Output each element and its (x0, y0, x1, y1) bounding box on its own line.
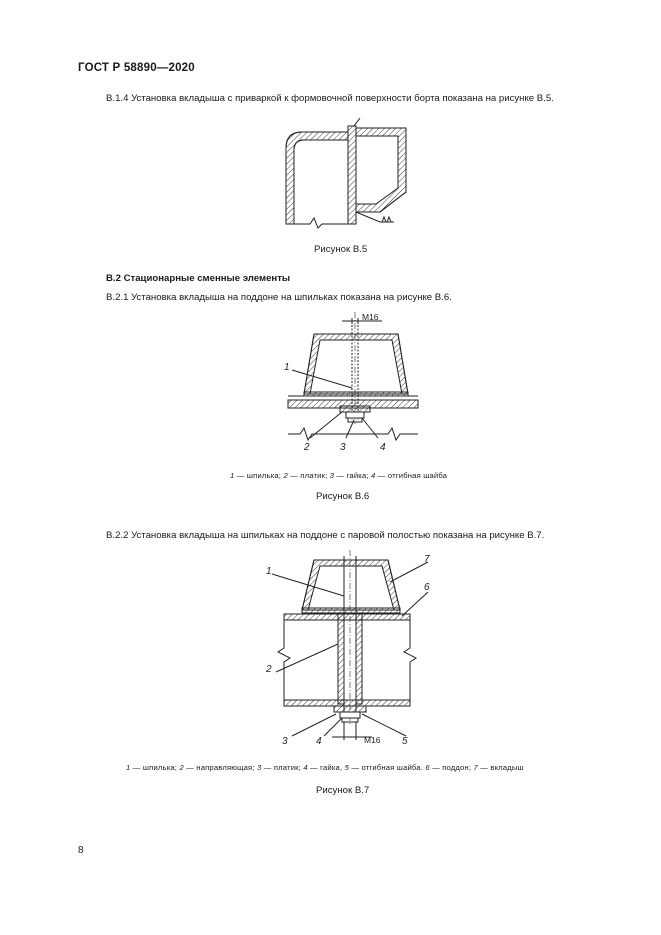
legend-entry: 4 — отгибная шайба (371, 471, 448, 480)
legend-entry: 4 — гайка, (303, 763, 345, 772)
figure-b6-callout-2: 2 (304, 442, 310, 453)
section-b-2-heading: В.2 Стационарные сменные элементы (106, 273, 291, 284)
figure-b7-callout-5: 5 (402, 736, 408, 746)
figure-b6-drawing (270, 308, 420, 464)
legend-entry: 5 — отгибная шайба. (344, 763, 426, 772)
figure-b7-callout-2: 2 (266, 664, 272, 675)
figure-b7-callout-4: 4 (316, 736, 322, 746)
legend-entry: 1 — шпилька; (230, 471, 284, 480)
document-header: ГОСТ Р 58890—2020 (78, 62, 195, 74)
figure-b7-dimension: М16 (364, 735, 381, 745)
figure-b6-callout-3: 3 (340, 442, 346, 453)
paragraph-b-2-2: В.2.2 Установка вкладыша на шпильках на поддоне с паровой полостью показана на рисунке В.7. (106, 530, 545, 541)
figure-b7-legend (126, 763, 524, 772)
figure-b6-callout-4: 4 (380, 442, 386, 453)
figure-b7-caption: Рисунок В.7 (316, 785, 370, 796)
legend-entry: 3 — платик; (256, 763, 304, 772)
figure-b7-callout-1: 1 (266, 566, 272, 577)
paragraph-b-1-4: В.1.4 Установка вкладыша с приваркой к формовочной поверхности борта показана на рисунке В.5. (106, 93, 554, 104)
legend-entry: 2 — направляющая; (179, 763, 257, 772)
legend-entry: 2 — платик; (283, 471, 330, 480)
page-number: 8 (78, 845, 84, 856)
legend-entry: 1 — шпилька; (126, 763, 180, 772)
figure-b6-legend (230, 471, 447, 480)
figure-b7-drawing (262, 548, 442, 746)
legend-entry: 3 — гайка; (329, 471, 372, 480)
figure-b6-callout-1: 1 (284, 362, 290, 373)
figure-b6-caption: Рисунок В.6 (316, 491, 370, 502)
figure-b7-callout-3: 3 (282, 736, 288, 746)
legend-entry: 7 — вкладыш (473, 763, 524, 772)
figure-b5-caption: Рисунок В.5 (314, 244, 368, 255)
figure-b7-callout-6: 6 (424, 582, 430, 593)
figure-b6-dimension: М16 (362, 312, 379, 322)
legend-entry: 6 — поддон; (425, 763, 474, 772)
figure-b7-callout-7: 7 (424, 554, 430, 565)
paragraph-b-2-1: В.2.1 Установка вкладыша на поддоне на шпильках показана на рисунке В.6. (106, 292, 452, 303)
figure-b5-drawing (270, 118, 410, 234)
